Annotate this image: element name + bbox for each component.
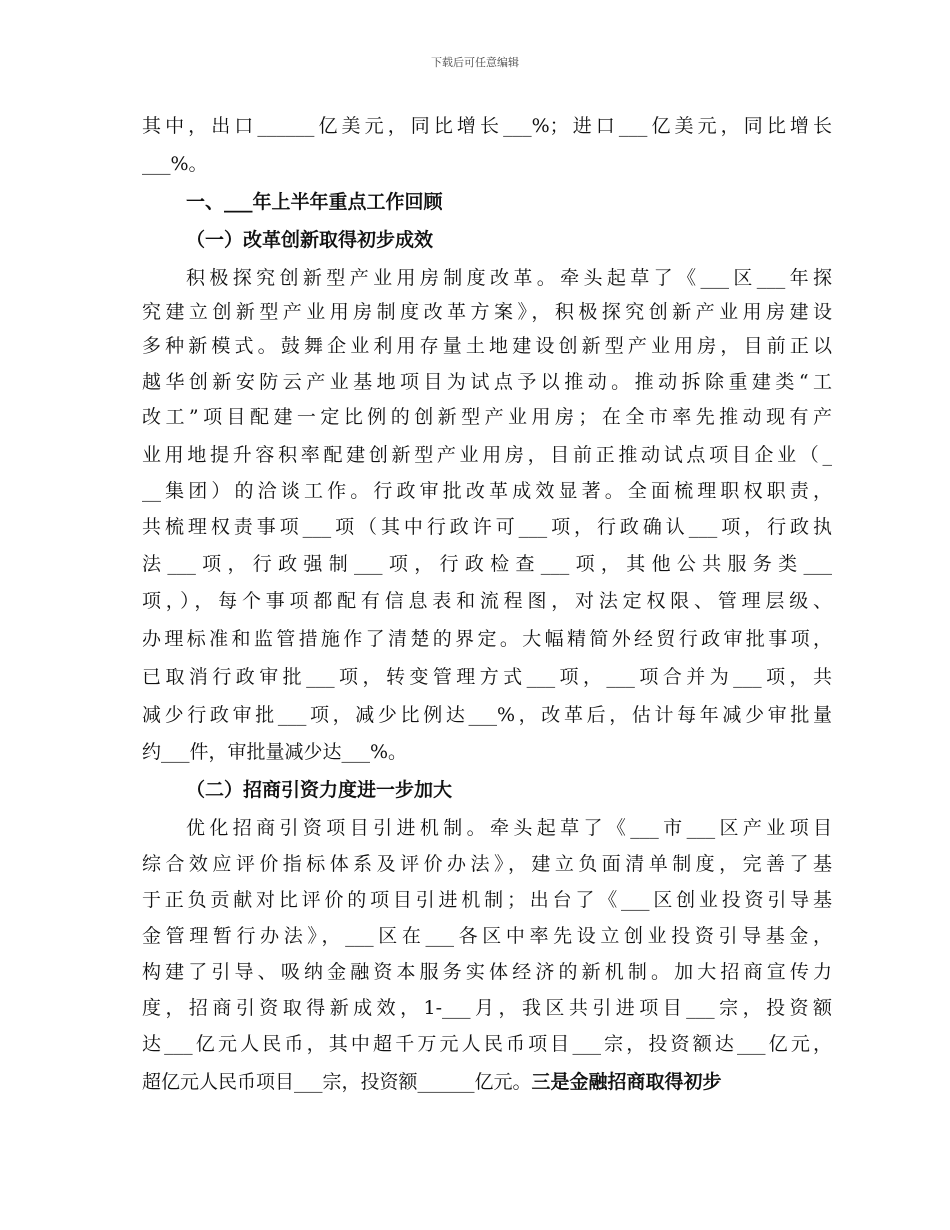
paragraph-line: 度，招商引资取得新成效，1-___月，我区共引进项目___宗，投资额 [142,997,832,1019]
paragraph-line: 共梳理权责事项___项（其中行政许可___项，行政确认___项，行政执 [142,516,832,538]
paragraph-line: 法___项，行政强制___项，行政检查___项，其他公共服务类___ [142,553,832,575]
subsection-heading: （二）招商引资力度进一步加大 [186,779,453,801]
paragraph-line: 越华创新安防云产业基地项目为试点予以推动。推动拆除重建类“工 [142,371,832,393]
paragraph-line: 优化招商引资项目引进机制。牵头起草了《___市___区产业项目 [186,817,832,839]
paragraph-line: 其中，出口______亿美元，同比增长___%；进口___亿美元，同比增长 [142,115,832,137]
bold-lead-text: 三是金融招商取得初步 [531,1071,722,1093]
paragraph-line: 业用地提升容积率配建创新型产业用房，目前正推动试点项目企业（_ [142,444,832,466]
paragraph-line: 项，），每个事项都配有信息表和流程图，对法定权限、管理层级、 [142,590,832,612]
line-text: 超亿元人民币项目___宗，投资额______亿元。 [142,1071,532,1093]
paragraph-line: ___%。 [142,153,208,175]
paragraph-line: 综合效应评价指标体系及评价办法》，建立负面清单制度，完善了基 [142,853,832,875]
page-header: 下载后可任意编辑 [431,56,519,69]
paragraph-line: 究建立创新型产业用房制度改革方案》，积极探究创新产业用房建设 [142,301,832,323]
subsection-heading: （一）改革创新取得初步成效 [186,229,434,251]
paragraph-line: 约___件，审批量减少达___%。 [142,741,408,763]
paragraph-line: 已取消行政审批___项，转变管理方式___项，___项合并为___项，共 [142,666,832,688]
paragraph-line: 积极探究创新型产业用房制度改革。牵头起草了《___区___年探 [186,267,832,289]
paragraph-line [142,1068,832,1098]
section-heading: 一、___年上半年重点工作回顾 [186,191,443,213]
paragraph-line: 构建了引导、吸纳金融资本服务实体经济的新机制。加大招商宣传力 [142,961,832,983]
paragraph-line: 金管理暂行办法》，___区在___各区中率先设立创业投资引导基金， [142,925,832,947]
paragraph-line: 多种新模式。鼓舞企业利用存量土地建设创新型产业用房，目前正以 [142,335,832,357]
paragraph-line: 改工”项目配建一定比例的创新型产业用房；在全市率先推动现有产 [142,406,832,428]
paragraph-line: 减少行政审批___项，减少比例达___%，改革后，估计每年减少审批量 [142,704,832,726]
paragraph-line: __集团）的洽谈工作。行政审批改革成效显著。全面梳理职权职责， [142,480,832,502]
paragraph-line: 于正负贡献对比评价的项目引进机制；出台了《___区创业投资引导基 [142,889,832,911]
paragraph-line: 达___亿元人民币，其中超千万元人民币项目___宗，投资额达___亿元， [142,1033,832,1055]
paragraph-line: 办理标准和监管措施作了清楚的界定。大幅精简外经贸行政审批事项， [142,628,832,650]
